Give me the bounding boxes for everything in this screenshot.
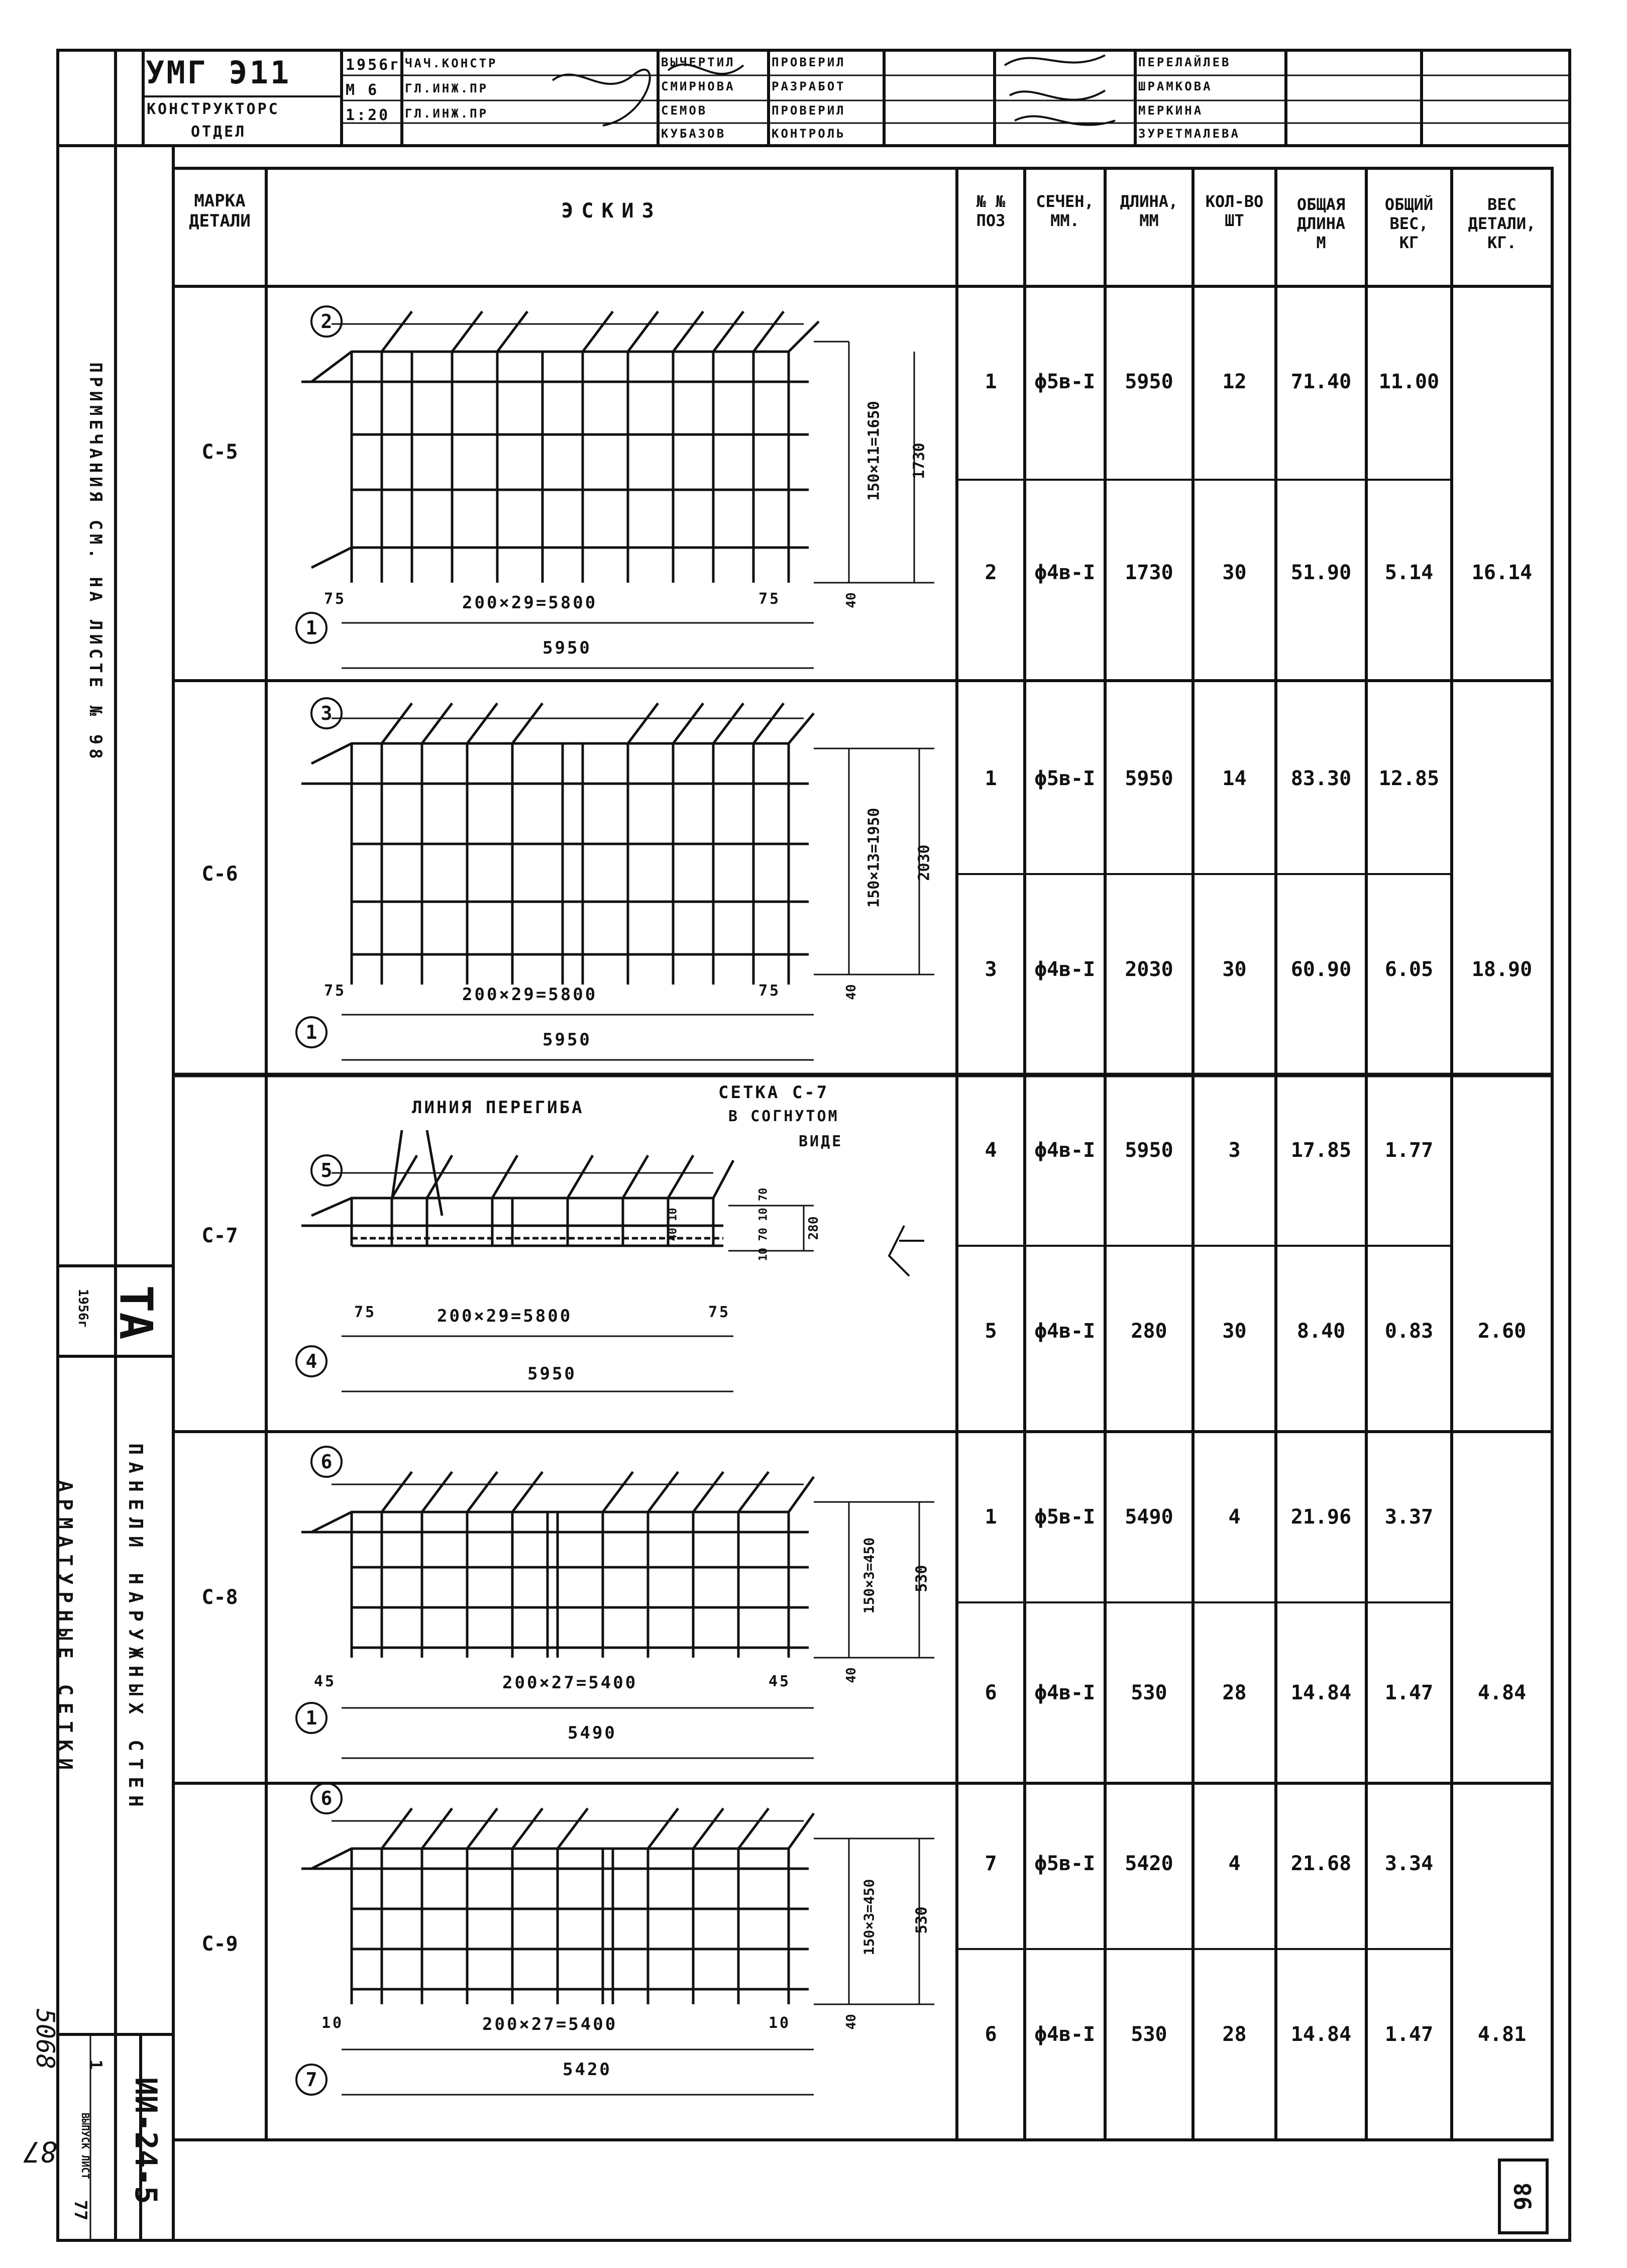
c6-r1-section: ϕ5в-I	[1034, 767, 1096, 790]
stamp-name-0: ПЕРЕЛАЙЛЕВ	[1138, 55, 1231, 69]
c7-dim-bottom: 200×29=5800	[437, 1306, 573, 1326]
logo-ta: ТА	[109, 1285, 162, 1340]
c9-r1-total-weight: 3.34	[1384, 1852, 1434, 1875]
c8-r1-pos: 1	[985, 1505, 997, 1529]
c9-pos-bot-circle: 7	[305, 2069, 317, 2091]
c7-r1-length: 5950	[1125, 1139, 1173, 1162]
c5-r2-qty: 30	[1222, 561, 1247, 584]
c8-r1-total-length: 21.96	[1290, 1505, 1352, 1529]
c5-dim-margin-right: 75	[758, 590, 781, 608]
stamp-r3-1: РАЗРАБОТ	[772, 79, 846, 93]
stamp-code2: 1:20	[346, 106, 390, 124]
header-section-l1: СЕЧЕН,	[1036, 192, 1094, 211]
c9-dim-ends: 40	[844, 2014, 859, 2030]
c7-dim-small: 40 10	[667, 1208, 680, 1241]
c6-r1-qty: 14	[1222, 767, 1247, 790]
c8-dim-total: 5490	[568, 1723, 617, 1743]
stamp-r3-0: ПРОВЕРИЛ	[772, 55, 846, 69]
handwritten-87: 87	[23, 2135, 57, 2168]
header-pos-l2: ПОЗ	[976, 211, 1006, 230]
c9-dim-total: 5420	[563, 2060, 612, 2080]
stamp-role1: ЧАЧ.КОНСТР	[405, 56, 498, 70]
stamp-code1: М 6	[346, 81, 379, 99]
c7-bend-line-label: ЛИНИЯ ПЕРЕГИБА	[412, 1098, 584, 1118]
c8-detail-weight: 4.84	[1477, 1681, 1527, 1704]
stamp-r2-2: СЕМОВ	[661, 103, 708, 118]
c9-dim-margin-right: 10	[769, 2014, 791, 2032]
c8-r1-section: ϕ5в-I	[1034, 1505, 1096, 1529]
stamp-name-1: ШРАМКОВА	[1138, 79, 1213, 93]
header-pos-l1: № №	[976, 192, 1006, 211]
mesh-sketch-c9	[296, 1783, 934, 2095]
c5-pos-top-circle: 2	[320, 310, 333, 333]
detail-mark-c9: С-9	[201, 1932, 238, 1956]
c6-r2-length: 2030	[1125, 958, 1173, 981]
header-dw-l1: ВЕС	[1487, 195, 1516, 214]
header-mark-l1: МАРКА	[194, 191, 246, 211]
c7-dim-margin-left: 75	[354, 1304, 377, 1321]
c9-detail-weight: 4.81	[1477, 2023, 1527, 2046]
c8-pos-bot-circle: 1	[305, 1707, 317, 1729]
c7-bent-label2: В СОГНУТОМ	[728, 1108, 839, 1125]
stamp-r2-3: КУБАЗОВ	[661, 127, 726, 141]
c6-dim-spacing: 150×13=1950	[865, 808, 883, 908]
stamp-r2-1: СМИРНОВА	[661, 79, 735, 93]
c7-dim-total: 5950	[527, 1364, 577, 1384]
c8-r2-total-length: 14.84	[1290, 1681, 1352, 1704]
c6-dim-height: 2030	[915, 844, 933, 881]
c6-r1-length: 5950	[1125, 767, 1173, 790]
mesh-sketch-c7	[296, 1130, 924, 1391]
c7-detail-weight: 2.60	[1477, 1320, 1527, 1343]
c8-r2-section: ϕ4в-I	[1034, 1681, 1096, 1704]
issue-number: 1	[85, 2059, 105, 2070]
dept-line2: ОТДЕЛ	[191, 123, 247, 141]
c7-r2-pos: 5	[985, 1320, 997, 1343]
header-tl-l3: М	[1316, 233, 1326, 252]
header-tw-l2: ВЕС,	[1389, 214, 1429, 233]
c8-r2-qty: 28	[1222, 1681, 1247, 1704]
c9-r2-qty: 28	[1222, 2023, 1247, 2046]
c5-dim-ends: 40	[844, 592, 859, 608]
c8-r2-pos: 6	[985, 1681, 997, 1704]
c5-r1-total-weight: 11.00	[1378, 370, 1440, 393]
c7-r2-total-length: 8.40	[1296, 1320, 1346, 1343]
c8-r2-total-weight: 1.47	[1384, 1681, 1434, 1704]
stamp-role2: ГЛ.ИНЖ.ПР	[405, 81, 489, 95]
c6-r2-qty: 30	[1222, 958, 1247, 981]
c9-pos-top-circle: 6	[320, 1787, 333, 1809]
c7-pos-bot-circle: 4	[305, 1350, 317, 1372]
header-total-weight	[1366, 173, 1452, 274]
c5-r2-section: ϕ4в-I	[1034, 561, 1096, 584]
c6-r2-section: ϕ4в-I	[1034, 958, 1096, 981]
c7-pos-top-circle: 5	[320, 1159, 333, 1181]
stamp-year: 1956г	[346, 56, 401, 74]
c9-r1-pos: 7	[985, 1852, 997, 1875]
mesh-sketch-c5	[296, 306, 934, 668]
c8-r2-length: 530	[1131, 1681, 1167, 1704]
c6-dim-margin-left: 75	[324, 982, 347, 1000]
header-qty	[1193, 173, 1276, 249]
c5-r2-total-weight: 5.14	[1384, 561, 1434, 584]
c5-detail-weight: 16.14	[1471, 561, 1533, 584]
c9-dim-spacing: 150×3=450	[860, 1879, 878, 1956]
page-number: 98	[1509, 2182, 1537, 2211]
margin-title1: АРМАТУРНЫЕ СЕТКИ	[54, 1480, 76, 1777]
c8-r1-length: 5490	[1125, 1505, 1173, 1529]
c7-bent-label3: ВИДЕ	[799, 1133, 843, 1150]
c7-dim-margin-right: 75	[708, 1304, 731, 1321]
header-section	[1025, 173, 1105, 249]
margin-title2: ПАНЕЛИ НАРУЖНЫХ СТЕН	[125, 1443, 147, 1814]
c7-r1-total-weight: 1.77	[1384, 1139, 1434, 1162]
header-tw-l1: ОБЩИЙ	[1384, 195, 1434, 214]
stamp-name-2: МЕРКИНА	[1138, 103, 1204, 118]
c9-r2-total-weight: 1.47	[1384, 2023, 1434, 2046]
c8-dim-margin-left: 45	[314, 1673, 337, 1690]
header-length-l2: ММ	[1139, 211, 1159, 230]
org-name: УМГ Э11	[146, 54, 291, 91]
c9-r1-length: 5420	[1125, 1852, 1173, 1875]
c9-dim-bottom: 200×27=5400	[482, 2014, 618, 2034]
mesh-sketch-c6	[296, 698, 934, 1060]
margin-note: ПРИМЕЧАНИЯ СМ. НА ЛИСТЕ № 98	[85, 362, 105, 763]
header-detail-weight	[1452, 173, 1552, 274]
detail-mark-c5: С-5	[201, 441, 238, 464]
header-tl-l1: ОБЩАЯ	[1296, 195, 1346, 214]
c6-r1-total-weight: 12.85	[1378, 767, 1440, 790]
detail-mark-c7: С-7	[201, 1224, 238, 1247]
mesh-sketch-c8	[296, 1447, 934, 1758]
c6-pos-bot-circle: 1	[305, 1021, 317, 1043]
c5-r2-total-length: 51.90	[1290, 561, 1352, 584]
detail-mark-c8: С-8	[201, 1586, 238, 1609]
c9-r2-length: 530	[1131, 2023, 1167, 2046]
c7-r1-pos: 4	[985, 1139, 997, 1162]
c5-r2-pos: 2	[985, 561, 997, 584]
c8-dim-margin-right: 45	[769, 1673, 791, 1690]
c6-r1-total-length: 83.30	[1290, 767, 1352, 790]
header-mark	[173, 173, 266, 249]
c6-r2-pos: 3	[985, 958, 997, 981]
c5-dim-spacing: 150×11=1650	[865, 401, 883, 501]
c8-dim-height: 530	[913, 1565, 931, 1592]
c8-r1-qty: 4	[1228, 1505, 1241, 1529]
stamp-r2-0: ВЫЧЕРТИЛ	[661, 55, 735, 69]
c9-r1-total-length: 21.68	[1290, 1852, 1352, 1875]
c8-dim-bottom: 200×27=5400	[502, 1673, 638, 1693]
detail-mark-c6: С-6	[201, 862, 238, 886]
dept-line1: КОНСТРУКТОРС	[147, 100, 280, 118]
sheet-number: 77	[70, 2200, 90, 2221]
c7-dim-small2: 10 70 10 70	[757, 1187, 770, 1261]
series-code: ИИ-24-5	[128, 2077, 163, 2204]
c6-r2-total-length: 60.90	[1290, 958, 1352, 981]
c7-r2-qty: 30	[1222, 1320, 1247, 1343]
c6-dim-bottom: 200×29=5800	[462, 985, 598, 1005]
c7-r2-total-weight: 0.83	[1384, 1320, 1434, 1343]
c6-r1-pos: 1	[985, 767, 997, 790]
header-mark-l2: ДЕТАЛИ	[189, 211, 251, 231]
header-length	[1105, 173, 1193, 249]
header-pos	[957, 173, 1025, 249]
c9-r1-qty: 4	[1228, 1852, 1241, 1875]
header-dw-l2: ДЕТАЛИ,	[1468, 214, 1536, 233]
stamp-r3-3: КОНТРОЛЬ	[772, 127, 846, 141]
c7-r1-section: ϕ4в-I	[1034, 1139, 1096, 1162]
header-tl-l2: ДЛИНА	[1296, 214, 1346, 233]
c9-r2-total-length: 14.84	[1290, 2023, 1352, 2046]
c9-r2-pos: 6	[985, 2023, 997, 2046]
c5-r1-section: ϕ5в-I	[1034, 370, 1096, 393]
c5-r1-total-length: 71.40	[1290, 370, 1352, 393]
c6-dim-ends: 40	[844, 984, 859, 1000]
header-total-length	[1276, 173, 1366, 274]
c6-pos-top-circle: 3	[320, 702, 333, 724]
c9-dim-margin-left: 10	[321, 2014, 344, 2032]
header-sketch: ЭСКИЗ	[561, 199, 662, 223]
c5-pos-bot-circle: 1	[305, 617, 317, 639]
logo-year: 1956г	[75, 1288, 90, 1329]
c9-r2-section: ϕ4в-I	[1034, 2023, 1096, 2046]
c7-r2-length: 280	[1131, 1320, 1167, 1343]
c9-r1-section: ϕ5в-I	[1034, 1852, 1096, 1875]
c7-r2-section: ϕ4в-I	[1034, 1320, 1096, 1343]
c6-detail-weight: 18.90	[1471, 958, 1533, 981]
header-dw-l3: КГ.	[1487, 233, 1516, 252]
c5-dim-height: 1730	[910, 443, 928, 479]
header-qty-l2: ШТ	[1225, 211, 1244, 230]
c8-dim-spacing: 150×3=450	[860, 1537, 878, 1614]
c5-r1-pos: 1	[985, 370, 997, 393]
c5-r1-qty: 12	[1222, 370, 1247, 393]
c7-dim-height: 280	[806, 1216, 821, 1240]
c5-dim-margin-left: 75	[324, 590, 347, 608]
c7-bent-label1: СЕТКА С-7	[718, 1083, 829, 1103]
c8-r1-total-weight: 3.37	[1384, 1505, 1434, 1529]
header-tw-l3: КГ	[1399, 233, 1419, 252]
c5-r1-length: 5950	[1125, 370, 1173, 393]
c5-dim-bottom: 200×29=5800	[462, 593, 598, 613]
handwritten-5068: 5068	[31, 2008, 60, 2070]
stamp-name-3: ЗУРЕТМАЛЕВА	[1138, 127, 1240, 141]
header-qty-l1: КОЛ-ВО	[1205, 192, 1264, 211]
c5-r2-length: 1730	[1125, 561, 1173, 584]
stamp-r3-2: ПРОВЕРИЛ	[772, 103, 846, 118]
c6-r2-total-weight: 6.05	[1384, 958, 1434, 981]
c6-dim-margin-right: 75	[758, 982, 781, 1000]
stamp-role3: ГЛ.ИНЖ.ПР	[405, 106, 489, 121]
c7-r1-qty: 3	[1228, 1139, 1241, 1162]
c5-dim-total: 5950	[543, 638, 592, 658]
c6-dim-total: 5950	[543, 1030, 592, 1050]
c7-r1-total-length: 17.85	[1290, 1139, 1352, 1162]
sheet-label: ВЫПУСК ЛИСТ	[79, 2112, 91, 2180]
c8-dim-ends: 40	[844, 1667, 859, 1683]
c8-pos-top-circle: 6	[320, 1451, 333, 1473]
header-section-l2: ММ.	[1050, 211, 1079, 230]
header-length-l1: ДЛИНА,	[1120, 192, 1178, 211]
c9-dim-height: 530	[913, 1906, 931, 1934]
